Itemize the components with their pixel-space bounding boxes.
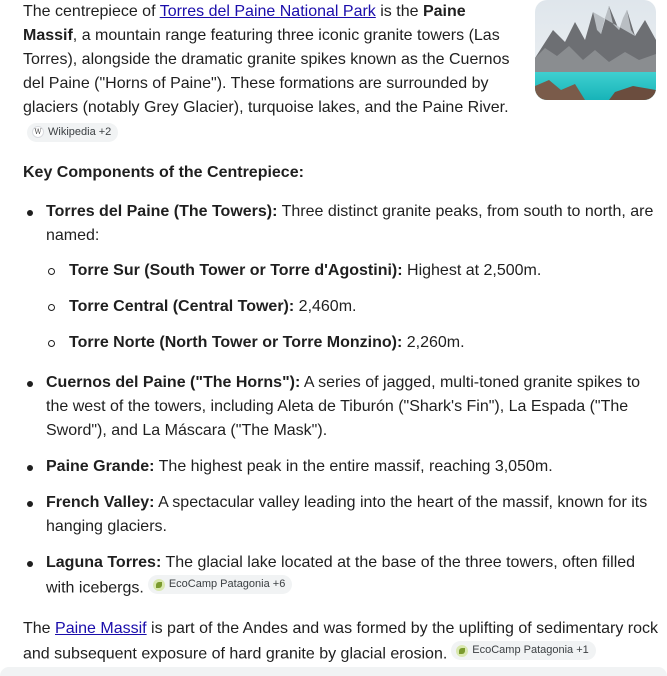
item-text: Three distinct granite peaks, from south to north, are named: xyxy=(46,203,654,244)
sub-list-item xyxy=(46,259,663,283)
list-item xyxy=(23,551,663,601)
paine-massif-link[interactable]: Paine Massif xyxy=(55,620,147,637)
ecocamp-icon xyxy=(456,645,468,657)
wikipedia-icon: W xyxy=(32,126,44,138)
ecocamp-chip-label: EcoCamp Patagonia +6 xyxy=(168,578,286,590)
answer-content xyxy=(23,0,663,663)
intro-paragraph xyxy=(23,0,511,144)
sub-item-title: Torre Norte (North Tower or Torre Monzino): xyxy=(69,334,403,351)
outro-text-1: The xyxy=(23,620,56,637)
item-title: French Valley: xyxy=(46,494,155,511)
sub-list-item xyxy=(46,331,663,355)
mountain-thumbnail-image[interactable] xyxy=(535,0,656,100)
towers-sublist xyxy=(46,259,663,355)
massif-bold: Paine Massif xyxy=(23,3,466,44)
park-link[interactable]: Torres del Paine National Park xyxy=(159,3,376,20)
item-text: A spectacular valley leading into the heart of the massif, known for its hanging glaciers. xyxy=(46,494,648,535)
list-item xyxy=(23,491,663,539)
components-list xyxy=(23,200,663,601)
intro-text-3: , a mountain range featuring three iconic granite towers (Las Torres), alongside the dramatic granite spikes known as the Cuernos del Paine ("Horns of Paine"). These formations are surrounded by glaciers (notably Grey Glacier), turquoise lakes, and the Paine River. xyxy=(23,27,510,116)
sub-item-title: Torre Sur (South Tower or Torre d'Agostini): xyxy=(69,262,403,279)
ecocamp-source-chip-2[interactable] xyxy=(451,641,596,660)
intro-text-2: is the xyxy=(375,3,423,20)
bottom-card-edge xyxy=(0,667,667,676)
item-text: The glacial lake located at the base of the three towers, often filled with icebergs. xyxy=(46,554,636,597)
section-heading: Key Components of the Centrepiece: xyxy=(23,164,304,181)
item-title: Paine Grande: xyxy=(46,458,155,475)
wikipedia-chip-label: Wikipedia +2 xyxy=(48,125,112,138)
ecocamp-icon xyxy=(153,579,165,591)
sub-item-title: Torre Central (Central Tower): xyxy=(69,298,295,315)
mountain-illustration xyxy=(535,0,656,100)
item-title: Laguna Torres: xyxy=(46,554,162,571)
intro-text-1: The centrepiece of xyxy=(23,3,160,20)
ecocamp-chip-label: EcoCamp Patagonia +1 xyxy=(472,644,589,656)
sub-item-text: 2,260m. xyxy=(402,334,465,351)
list-item xyxy=(23,455,663,479)
intro-section xyxy=(23,0,663,144)
sub-list-item xyxy=(46,295,663,319)
outro-paragraph xyxy=(23,617,663,667)
wikipedia-source-chip[interactable] xyxy=(27,123,118,142)
item-title: Torres del Paine (The Towers): xyxy=(46,203,278,220)
sub-item-text: Highest at 2,500m. xyxy=(402,262,542,279)
outro-text-2: is part of the Andes and was formed by the uplifting of sedimentary rock and subsequent exposure of hard granite by glacial erosion. xyxy=(23,620,658,663)
item-title: Cuernos del Paine ("The Horns"): xyxy=(46,374,301,391)
item-text: A series of jagged, multi-toned granite spikes to the west of the towers, including Aleta de Tiburón ("Shark's Fin"), La Espada ("The Sword"), and La Máscara ("The Mask"). xyxy=(46,374,641,439)
list-item xyxy=(23,371,663,443)
ecocamp-source-chip[interactable] xyxy=(148,575,293,594)
item-text: The highest peak in the entire massif, reaching 3,050m. xyxy=(154,458,553,475)
sub-item-text: 2,460m. xyxy=(294,298,357,315)
list-item xyxy=(23,200,663,355)
